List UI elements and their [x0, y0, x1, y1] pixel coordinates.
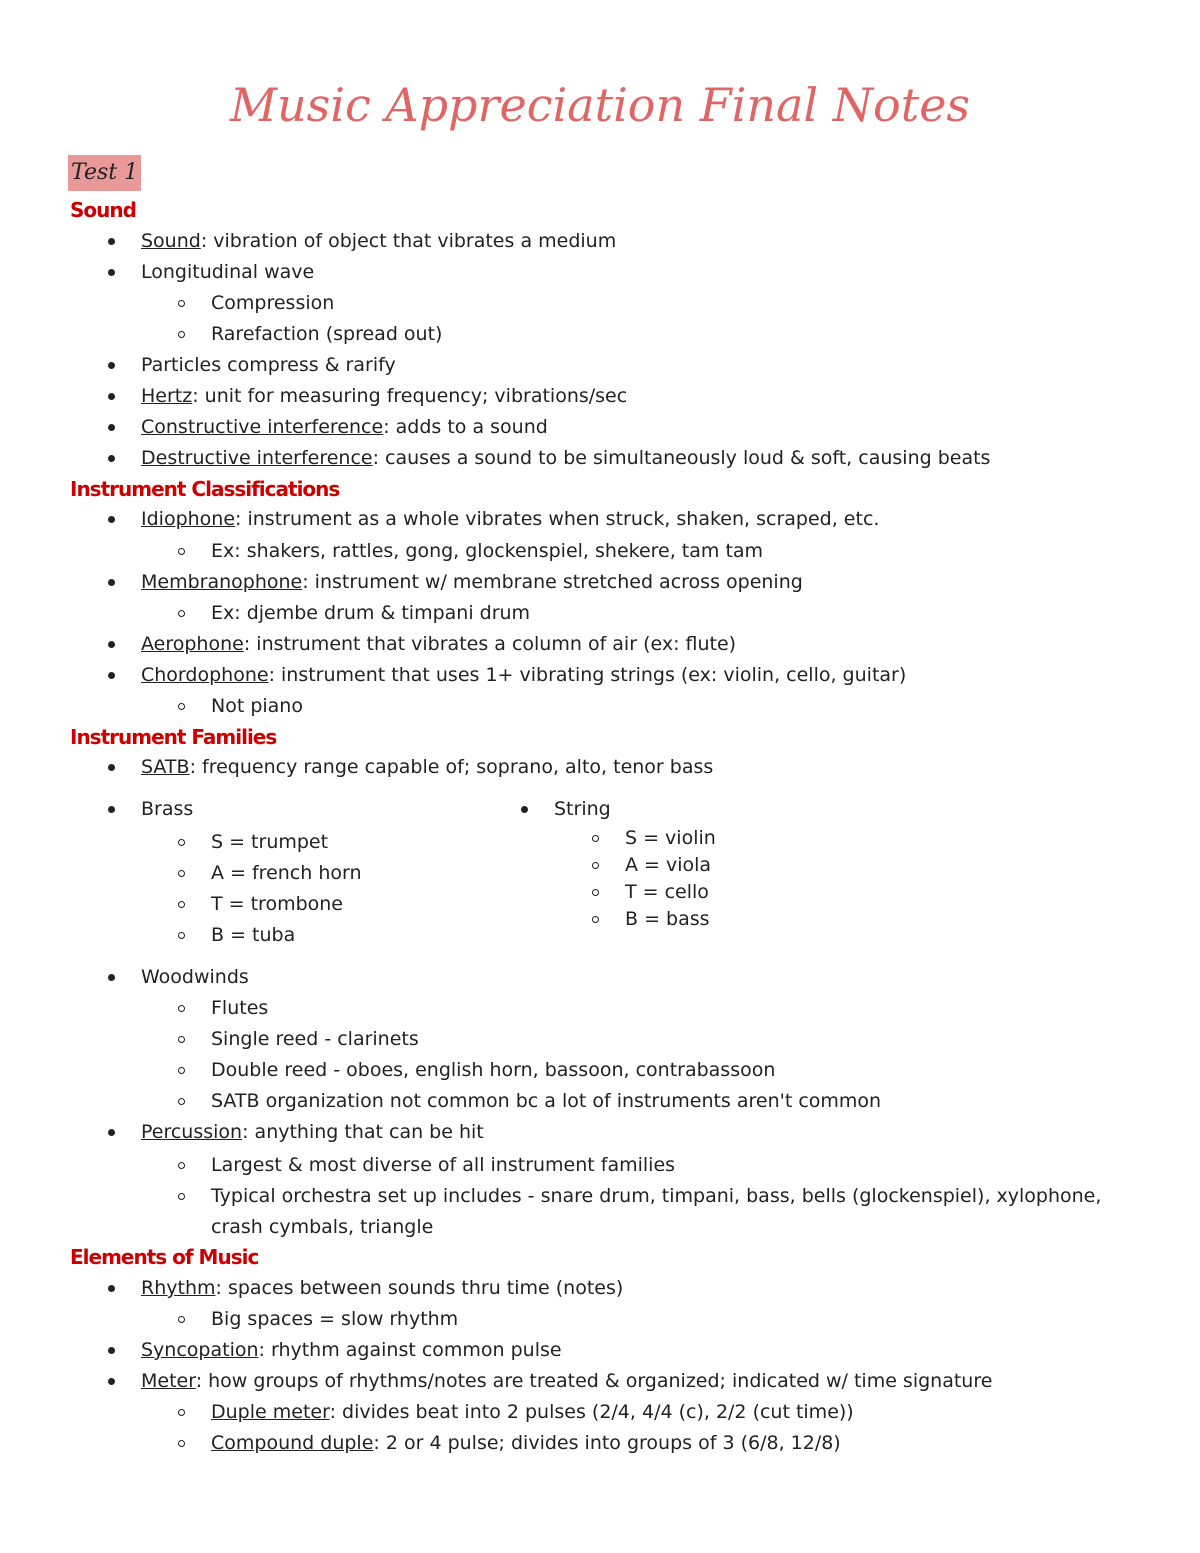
definition: : causes a sound to be simultaneously loud & soft, causing beats	[372, 447, 991, 469]
bullet-icon	[108, 641, 115, 648]
circle-bullet-icon	[178, 901, 185, 908]
list-item	[141, 1117, 484, 1147]
definition: : adds to a sound	[383, 416, 548, 438]
list-item: Particles compress & rarify	[141, 354, 396, 376]
brass-label: Brass	[141, 798, 194, 820]
bullet-icon	[108, 1347, 115, 1354]
circle-bullet-icon	[178, 300, 185, 307]
list-item: Rarefaction (spread out)	[211, 323, 443, 345]
bullet-icon	[108, 1378, 115, 1385]
circle-bullet-icon	[178, 839, 185, 846]
definition: : instrument as a whole vibrates when struck, shaken, scraped, etc.	[235, 508, 880, 530]
list-item: Double reed - oboes, english horn, bassoon, contrabassoon	[211, 1059, 776, 1081]
term: Constructive interference	[141, 416, 384, 438]
list-item	[141, 381, 627, 411]
definition: : frequency range capable of; soprano, alto, tenor bass	[189, 756, 714, 778]
bullet-icon	[108, 516, 115, 523]
section-heading-instrument-families: Instrument Families	[70, 725, 277, 749]
page-title: Music Appreciation Final Notes	[229, 78, 971, 132]
circle-bullet-icon	[178, 1036, 185, 1043]
term: Chordophone	[141, 664, 269, 686]
string-label: String	[554, 798, 611, 820]
list-item	[141, 567, 803, 597]
term: Hertz	[141, 385, 193, 407]
circle-bullet-icon	[178, 1098, 185, 1105]
circle-bullet-icon	[178, 1005, 185, 1012]
list-item	[141, 1335, 562, 1365]
list-item: Compression	[211, 292, 335, 314]
bullet-icon	[108, 974, 115, 981]
bullet-icon	[108, 362, 115, 369]
definition: : rhythm against common pulse	[258, 1339, 562, 1361]
definition: : instrument that vibrates a column of air (ex: flute)	[243, 633, 737, 655]
circle-bullet-icon	[178, 548, 185, 555]
list-item: Big spaces = slow rhythm	[211, 1308, 459, 1330]
list-item	[141, 443, 990, 473]
definition: : anything that can be hit	[242, 1121, 484, 1143]
list-item: Largest & most diverse of all instrument families	[211, 1154, 676, 1176]
term: Compound duple	[211, 1432, 374, 1454]
list-item: B = bass	[625, 908, 710, 930]
term: Aerophone	[141, 633, 244, 655]
bullet-icon	[108, 455, 115, 462]
definition: : unit for measuring frequency; vibrations/sec	[192, 385, 628, 407]
circle-bullet-icon	[178, 703, 185, 710]
list-item: A = french horn	[211, 862, 362, 884]
term: Rhythm	[141, 1277, 216, 1299]
list-item: S = trumpet	[211, 831, 329, 853]
section-heading-instrument-classifications: Instrument Classifications	[70, 477, 340, 501]
bullet-icon	[108, 424, 115, 431]
list-item: A = viola	[625, 854, 712, 876]
circle-bullet-icon	[178, 870, 185, 877]
list-item-continuation: crash cymbals, triangle	[211, 1216, 434, 1238]
definition: : instrument w/ membrane stretched across opening	[302, 571, 803, 593]
list-item	[141, 752, 713, 782]
list-item: SATB organization not common bc a lot of instruments aren't common	[211, 1090, 882, 1112]
list-item	[141, 629, 736, 659]
definition: : 2 or 4 pulse; divides into groups of 3 (6/8, 12/8)	[373, 1432, 841, 1454]
list-item	[141, 1366, 992, 1396]
circle-bullet-icon	[178, 1193, 185, 1200]
bullet-icon	[108, 393, 115, 400]
list-item: Flutes	[211, 997, 269, 1019]
bullet-icon	[108, 672, 115, 679]
list-item	[211, 1428, 841, 1458]
term: Percussion	[141, 1121, 243, 1143]
list-item	[141, 504, 879, 534]
circle-bullet-icon	[178, 1440, 185, 1447]
list-item: T = cello	[625, 881, 709, 903]
list-item: T = trombone	[211, 893, 343, 915]
definition: : instrument that uses 1+ vibrating strings (ex: violin, cello, guitar)	[268, 664, 907, 686]
circle-bullet-icon	[178, 932, 185, 939]
bullet-icon	[108, 238, 115, 245]
circle-bullet-icon	[592, 835, 599, 842]
bullet-icon	[108, 1129, 115, 1136]
bullet-icon	[108, 806, 115, 813]
section-heading-elements-of-music: Elements of Music	[70, 1245, 259, 1269]
test-label: Test 1	[68, 155, 141, 191]
section-heading-sound: Sound	[70, 198, 136, 222]
definition: : spaces between sounds thru time (notes)	[215, 1277, 624, 1299]
list-item: Typical orchestra set up includes - snare drum, timpani, bass, bells (glockenspiel), xylophone,	[211, 1185, 1102, 1207]
list-item	[141, 412, 548, 442]
term: Destructive interference	[141, 447, 373, 469]
list-item	[211, 1397, 854, 1427]
term: Idiophone	[141, 508, 236, 530]
woodwinds-label: Woodwinds	[141, 966, 249, 988]
circle-bullet-icon	[592, 862, 599, 869]
definition: : vibration of object that vibrates a medium	[200, 230, 617, 252]
circle-bullet-icon	[178, 1409, 185, 1416]
list-item: Ex: djembe drum & timpani drum	[211, 602, 531, 624]
list-item	[141, 226, 616, 256]
list-item: B = tuba	[211, 924, 296, 946]
bullet-icon	[521, 806, 528, 813]
term: Duple meter	[211, 1401, 330, 1423]
bullet-icon	[108, 269, 115, 276]
bullet-icon	[108, 764, 115, 771]
list-item: Longitudinal wave	[141, 261, 315, 283]
term: Syncopation	[141, 1339, 259, 1361]
definition: : how groups of rhythms/notes are treated & organized; indicated w/ time signature	[195, 1370, 993, 1392]
bullet-icon	[108, 579, 115, 586]
list-item: Single reed - clarinets	[211, 1028, 419, 1050]
circle-bullet-icon	[178, 610, 185, 617]
circle-bullet-icon	[178, 1067, 185, 1074]
circle-bullet-icon	[178, 1316, 185, 1323]
term: Sound	[141, 230, 201, 252]
list-item: S = violin	[625, 827, 716, 849]
list-item: Ex: shakers, rattles, gong, glockenspiel, shekere, tam tam	[211, 540, 764, 562]
circle-bullet-icon	[178, 331, 185, 338]
circle-bullet-icon	[592, 916, 599, 923]
circle-bullet-icon	[592, 889, 599, 896]
definition: : divides beat into 2 pulses (2/4, 4/4 (c), 2/2 (cut time))	[329, 1401, 854, 1423]
list-item	[141, 1273, 623, 1303]
term: Membranophone	[141, 571, 303, 593]
term: SATB	[141, 756, 190, 778]
list-item	[141, 660, 906, 690]
term: Meter	[141, 1370, 196, 1392]
circle-bullet-icon	[178, 1162, 185, 1169]
bullet-icon	[108, 1285, 115, 1292]
list-item: Not piano	[211, 695, 303, 717]
